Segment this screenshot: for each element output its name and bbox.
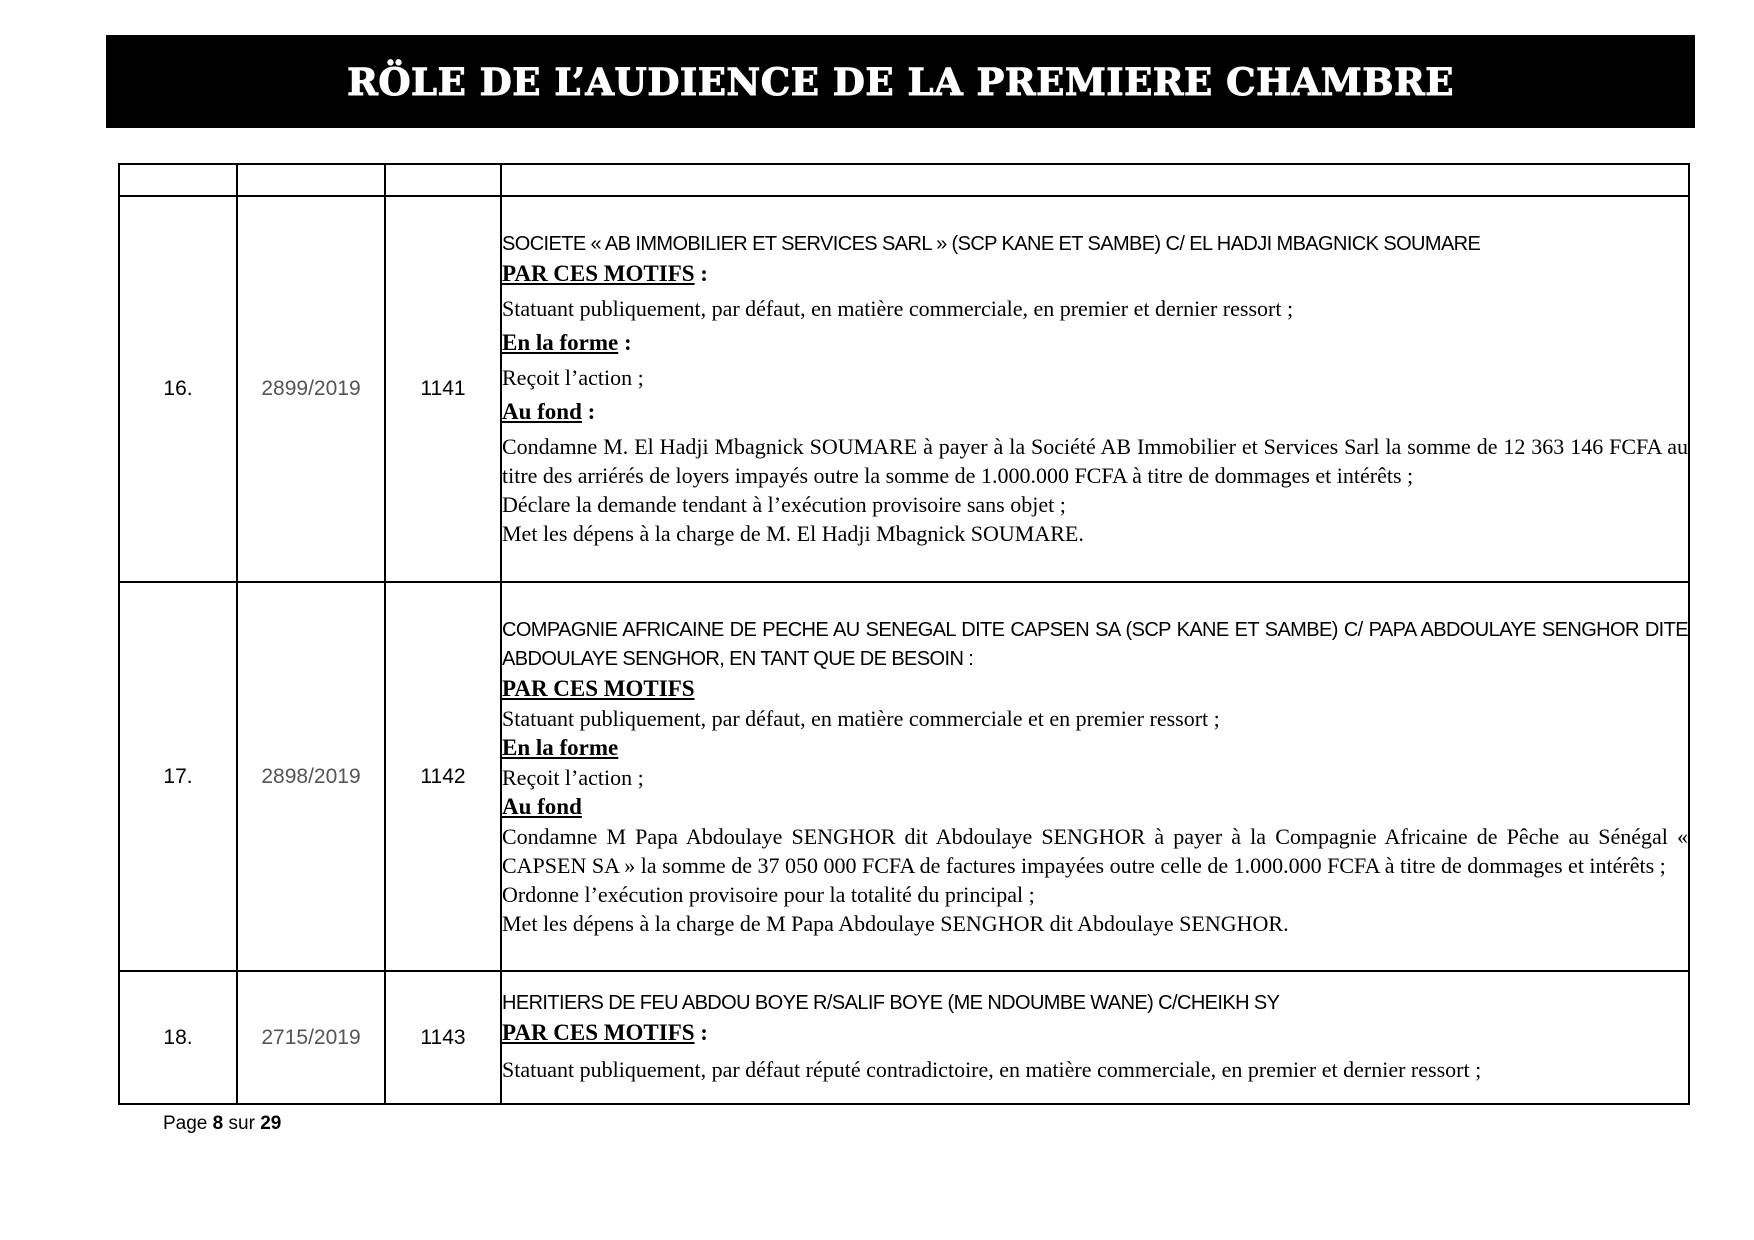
audience-table (118, 163, 1690, 1105)
fond-heading: Au fond (502, 399, 582, 424)
case-content (501, 196, 1689, 582)
row-number: 17. (119, 582, 237, 971)
declare-text: Déclare la demande tendant à l’exécution provisoire sans objet ; (502, 492, 1066, 517)
page-label: Page (163, 1113, 208, 1134)
forme-heading: En la forme (502, 734, 619, 760)
case-number: 2898/2019 (237, 582, 385, 971)
row-number: 16. (119, 196, 237, 582)
header-cell-rep (385, 164, 501, 196)
fond-heading: Au fond (502, 793, 582, 819)
motifs-heading: PAR CES MOTIFS (502, 675, 695, 701)
sur-label: sur (228, 1113, 255, 1134)
header-cell-rg (237, 164, 385, 196)
case-parties: HERITIERS DE FEU ABDOU BOYE R/SALIF BOYE (ME NDOUMBE WANE) C/CHEIKH SY (502, 991, 1280, 1014)
case-number: 2715/2019 (237, 971, 385, 1104)
forme-line (502, 328, 1688, 358)
case-parties: COMPAGNIE AFRICAINE DE PECHE AU SENEGAL DITE CAPSEN SA (SCP KANE ET SAMBE) C/ PAPA ABDOULAYE SENGHOR DITE ABDOULAYE SENGHOR, EN TANT QUE DE BESOIN : (502, 618, 1688, 670)
page-footer (163, 1113, 281, 1135)
depens-text: Met les dépens à la charge de M. El Hadji Mbagnick SOUMARE. (502, 521, 1084, 546)
motifs-line (502, 1018, 1688, 1048)
motifs-colon: : (694, 261, 708, 286)
case-parties: SOCIETE « AB IMMOBILIER ET SERVICES SARL » (SCP KANE ET SAMBE) C/ EL HADJI MBAGNICK SOUMARE (502, 233, 1481, 255)
forme-colon: : (618, 330, 632, 355)
statuant-text: Statuant publiquement, par défaut réputé contradictoire, en matière commerciale, en premier et dernier ressort ; (502, 1056, 1482, 1082)
table-row (119, 196, 1689, 582)
repertoire-number: 1143 (385, 971, 501, 1104)
recoit-text: Reçoit l’action ; (502, 764, 644, 790)
header-cell-content (501, 164, 1689, 196)
case-content (501, 971, 1689, 1104)
condamne-text: Condamne M Papa Abdoulaye SENGHOR dit Abdoulaye SENGHOR à payer à la Compagnie Africaine de Pêche au Sénégal « CAPSEN SA » la somme de 37 050 000 FCFA de factures impayées outre celle de 1.000.000 FCFA à titre de dommages et intérêts ; (502, 823, 1688, 878)
fond-colon: : (581, 399, 596, 424)
motifs-line (502, 259, 1688, 289)
repertoire-number: 1142 (385, 582, 501, 971)
title-banner (106, 35, 1695, 128)
motifs-heading: PAR CES MOTIFS (502, 261, 695, 286)
condamne-text: Condamne M. El Hadji Mbagnick SOUMARE à payer à la Société AB Immobilier et Services Sarl la somme de 12 363 146 FCFA au titre des arriérés de loyers impayés outre la somme de 1.000.000 FCFA à titre de dommages et intérêts ; (502, 434, 1688, 488)
repertoire-number: 1141 (385, 196, 501, 582)
page-total: 29 (260, 1113, 282, 1134)
forme-heading: En la forme (502, 330, 619, 355)
case-number: 2899/2019 (237, 196, 385, 582)
motifs-colon: : (694, 1019, 708, 1045)
motifs-heading: PAR CES MOTIFS (502, 1019, 695, 1045)
ordonne-text: Ordonne l’exécution provisoire pour la totalité du principal ; (502, 881, 1035, 907)
row-number: 18. (119, 971, 237, 1104)
recoit-text: Reçoit l’action ; (502, 365, 644, 390)
page-number: 8 (212, 1113, 224, 1134)
case-content (501, 582, 1689, 971)
header-cell-num (119, 164, 237, 196)
depens-text: Met les dépens à la charge de M Papa Abdoulaye SENGHOR dit Abdoulaye SENGHOR. (502, 910, 1289, 936)
table-header-row (119, 164, 1689, 196)
table-row (119, 582, 1689, 971)
page-title: RÖLE DE L’AUDIENCE DE LA PREMIERE CHAMBRE (347, 59, 1454, 104)
statuant-text: Statuant publiquement, par défaut, en matière commerciale et en premier ressort ; (502, 705, 1220, 731)
fond-line (502, 397, 1688, 427)
table-row (119, 971, 1689, 1104)
statuant-text: Statuant publiquement, par défaut, en matière commerciale, en premier et dernier ressort ; (502, 296, 1294, 321)
